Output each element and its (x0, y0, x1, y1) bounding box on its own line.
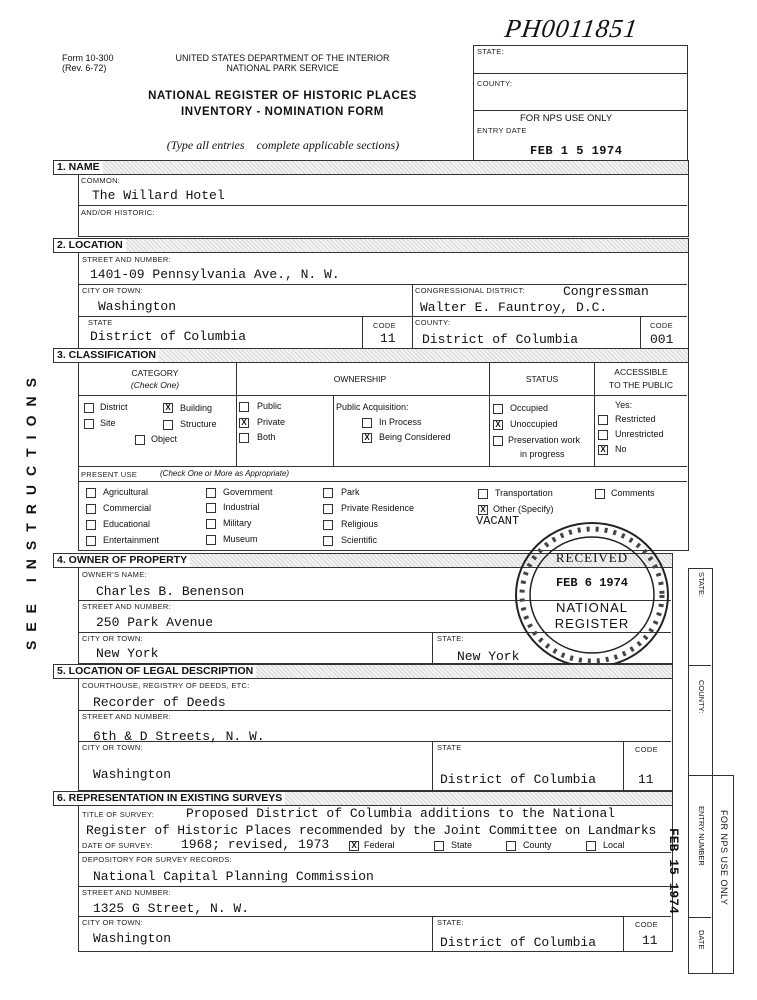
checkbox-comments[interactable] (595, 489, 605, 499)
checkbox-unrestricted[interactable] (598, 430, 608, 440)
checkbox-being-considered[interactable]: X (362, 433, 372, 443)
legal-state-value: District of Columbia (440, 772, 597, 787)
checkbox-agricultural[interactable] (86, 488, 96, 498)
form-title-line1: NATIONAL REGISTER OF HISTORIC PLACES (148, 90, 417, 102)
use-comments: Comments (611, 488, 655, 498)
survey-date-value: 1968; revised, 1973 (181, 837, 330, 852)
ownership-col-label: OWNERSHIP (333, 374, 387, 384)
survey-street-value: 1325 G Street, N. W. (93, 901, 250, 916)
option-both: Both (257, 432, 276, 442)
congress-value-2: Walter E. Fauntroy, D.C. (420, 300, 608, 315)
checkbox-no[interactable]: X (598, 445, 608, 455)
owner-city-value: New York (96, 646, 159, 661)
survey-federal: Federal (364, 840, 395, 850)
survey-state: State (451, 840, 473, 850)
use-park: Park (341, 487, 360, 497)
option-unrestricted: Unrestricted (615, 429, 664, 439)
form-revision: (Rev. 6-72) (62, 63, 107, 73)
location-code-label: CODE (373, 321, 396, 330)
option-in-process: In Process (379, 417, 422, 427)
location-state-label: STATE (88, 318, 113, 327)
checkbox-preservation[interactable] (493, 436, 503, 446)
side-county-label: COUNTY: (697, 680, 706, 714)
option-occupied: Occupied (510, 403, 549, 413)
option-building: Building (180, 403, 213, 413)
side-date-label: DATE (697, 930, 706, 950)
checkbox-state[interactable] (434, 841, 444, 851)
survey-title-value-2: Register of Historic Places recommended by the Joint Committee on Landmarks (86, 823, 657, 838)
checkbox-transportation[interactable] (478, 489, 488, 499)
checkbox-unoccupied[interactable]: X (493, 420, 503, 430)
service: NATIONAL PARK SERVICE (226, 63, 339, 73)
checkbox-religious[interactable] (323, 520, 333, 530)
location-county-label: COUNTY: (415, 318, 451, 327)
use-agricultural: Agricultural (103, 487, 149, 497)
congress-value-1: Congressman (563, 284, 649, 299)
survey-code-label: CODE (635, 920, 658, 929)
location-state-value: District of Columbia (90, 329, 247, 344)
use-transportation: Transportation (495, 488, 553, 498)
checkbox-object[interactable] (135, 435, 145, 445)
section-owner-header: 4. OWNER OF PROPERTY (53, 553, 673, 568)
checkbox-commercial[interactable] (86, 504, 96, 514)
form-number: Form 10-300 (62, 53, 114, 63)
location-city-value: Washington (98, 299, 177, 314)
historic-name-label: AND/OR HISTORIC: (81, 208, 155, 217)
survey-street-label: STREET AND NUMBER: (82, 888, 172, 897)
county-code-value: 001 (650, 332, 674, 347)
option-preservation-work: Preservation work (508, 435, 581, 445)
present-use-label: PRESENT USE (81, 470, 138, 479)
see-instructions: SEE INSTRUCTIONS (23, 369, 39, 650)
option-district: District (100, 402, 128, 412)
legal-city-value: Washington (93, 767, 172, 782)
owner-name-label: OWNER'S NAME: (82, 570, 147, 579)
location-street-label: STREET AND NUMBER: (82, 255, 172, 264)
common-name-label: COMMON: (81, 176, 121, 185)
common-name-value: The Willard Hotel (92, 188, 225, 203)
checkbox-museum[interactable] (206, 535, 216, 545)
option-unoccupied: Unoccupied (510, 419, 558, 429)
checkbox-entertainment[interactable] (86, 536, 96, 546)
side-nps-use-label: FOR NPS USE ONLY (719, 810, 729, 906)
legal-state-label: STATE (437, 743, 462, 752)
type-instructions: (Type all entries complete applicable sections) (166, 138, 400, 152)
checkbox-in-process[interactable] (362, 418, 372, 428)
section-legal-header: 5. LOCATION OF LEGAL DESCRIPTION (53, 664, 673, 679)
checkbox-private[interactable]: X (239, 418, 249, 428)
checkbox-industrial[interactable] (206, 503, 216, 513)
side-stamped-date: FEB 15 1974 (666, 828, 681, 914)
section-location-header: 2. LOCATION (53, 238, 689, 253)
location-code-value: 11 (380, 331, 396, 346)
accessible-col-label1: ACCESSIBLE (614, 367, 668, 377)
use-other-value: VACANT (476, 514, 520, 528)
owner-state-label: STATE: (437, 634, 464, 643)
owner-street-label: STREET AND NUMBER: (82, 602, 172, 611)
nps-county-label: COUNTY: (477, 79, 513, 88)
option-no: No (615, 444, 627, 454)
owner-name-value: Charles B. Benenson (96, 584, 245, 599)
option-in-progress: in progress (520, 449, 565, 459)
option-public: Public (257, 401, 282, 411)
use-scientific: Scientific (341, 535, 378, 545)
congress-district-label: CONGRESSIONAL DISTRICT: (415, 286, 525, 295)
survey-local: Local (603, 840, 625, 850)
checkbox-both[interactable] (239, 433, 249, 443)
checkbox-other[interactable]: X (478, 505, 488, 515)
survey-state-value: District of Columbia (440, 935, 597, 950)
checkbox-site[interactable] (84, 419, 94, 429)
use-entertainment: Entertainment (103, 535, 160, 545)
county-code-label: CODE (650, 321, 673, 330)
checkbox-structure[interactable] (163, 420, 173, 430)
section-classification-header: 3. CLASSIFICATION (53, 348, 689, 363)
depository-value: National Capital Planning Commission (93, 869, 374, 884)
checkbox-local[interactable] (586, 841, 596, 851)
checkbox-scientific[interactable] (323, 536, 333, 546)
checkbox-public[interactable] (239, 402, 249, 412)
entry-date-value: FEB 1 5 1974 (530, 144, 623, 158)
checkbox-park[interactable] (323, 488, 333, 498)
checkbox-restricted[interactable] (598, 415, 608, 425)
side-state-label: STATE: (697, 572, 706, 598)
checkbox-federal[interactable]: X (349, 841, 359, 851)
location-county-value: District of Columbia (422, 332, 579, 347)
checkbox-occupied[interactable] (493, 404, 503, 414)
section-name-header: 1. NAME (53, 160, 689, 175)
checkbox-district[interactable] (84, 403, 94, 413)
survey-code-value: 11 (642, 933, 658, 948)
legal-street-value: 6th & D Streets, N. W. (93, 729, 265, 744)
form-title-line2: INVENTORY - NOMINATION FORM (181, 106, 384, 118)
legal-city-label: CITY OR TOWN: (82, 743, 143, 752)
survey-county: County (523, 840, 552, 850)
owner-city-label: CITY OR TOWN: (82, 634, 143, 643)
handwritten-id: PH0011851 (503, 14, 640, 43)
option-being-considered: Being Considered (379, 432, 451, 442)
use-industrial: Industrial (223, 502, 260, 512)
survey-date-label: DATE OF SURVEY: (82, 841, 153, 850)
use-private-residence: Private Residence (341, 503, 415, 513)
checkbox-building[interactable]: X (163, 403, 173, 413)
checkbox-county[interactable] (506, 841, 516, 851)
courthouse-label: COURTHOUSE, REGISTRY OF DEEDS, ETC: (82, 681, 250, 690)
survey-city-value: Washington (93, 931, 172, 946)
use-other: Other (Specify) (493, 504, 554, 514)
nps-state-label: STATE: (477, 47, 504, 56)
use-military: Military (223, 518, 252, 528)
side-entry-number-label: ENTRY NUMBER (697, 806, 706, 866)
checkbox-educational[interactable] (86, 520, 96, 530)
option-restricted: Restricted (615, 414, 656, 424)
checkbox-military[interactable] (206, 519, 216, 529)
category-col-label: CATEGORY (131, 368, 179, 378)
department: UNITED STATES DEPARTMENT OF THE INTERIOR (175, 53, 390, 63)
option-private: Private (257, 417, 286, 427)
section-surveys-header: 6. REPRESENTATION IN EXISTING SURVEYS (53, 791, 673, 806)
entry-date-label: ENTRY DATE (477, 126, 527, 135)
accessible-yes-label: Yes: (615, 400, 633, 410)
survey-city-label: CITY OR TOWN: (82, 918, 143, 927)
use-educational: Educational (103, 519, 151, 529)
location-street-value: 1401-09 Pennsylvania Ave., N. W. (90, 267, 340, 282)
checkbox-private-residence[interactable] (323, 504, 333, 514)
checkbox-government[interactable] (206, 488, 216, 498)
owner-street-value: 250 Park Avenue (96, 615, 214, 630)
depository-label: DEPOSITORY FOR SURVEY RECORDS: (82, 855, 233, 864)
check-one-note: (Check One) (130, 380, 180, 390)
survey-state-label: STATE: (437, 918, 464, 927)
accessible-col-label2: TO THE PUBLIC (609, 380, 673, 390)
location-city-label: CITY OR TOWN: (82, 286, 143, 295)
public-acquisition-label: Public Acquisition: (336, 402, 409, 412)
option-structure: Structure (180, 419, 217, 429)
courthouse-value: Recorder of Deeds (93, 695, 226, 710)
use-religious: Religious (341, 519, 379, 529)
owner-state-value: New York (457, 649, 520, 664)
use-commercial: Commercial (103, 503, 152, 513)
status-col-label: STATUS (525, 374, 559, 384)
present-use-note: (Check One or More as Appropriate) (160, 469, 290, 478)
option-site: Site (100, 418, 116, 428)
survey-title-value-1: Proposed District of Columbia additions to the National (186, 806, 616, 821)
survey-title-label: TITLE OF SURVEY: (82, 810, 155, 819)
use-government: Government (223, 487, 273, 497)
legal-code-value: 11 (638, 772, 654, 787)
legal-street-label: STREET AND NUMBER: (82, 712, 172, 721)
legal-code-label: CODE (635, 745, 658, 754)
nps-use-only: FOR NPS USE ONLY (520, 113, 613, 124)
use-museum: Museum (223, 534, 258, 544)
option-object: Object (151, 434, 178, 444)
received-stamp: RECEIVED FEB 6 1974 NATIONAL REGISTER (512, 520, 672, 670)
